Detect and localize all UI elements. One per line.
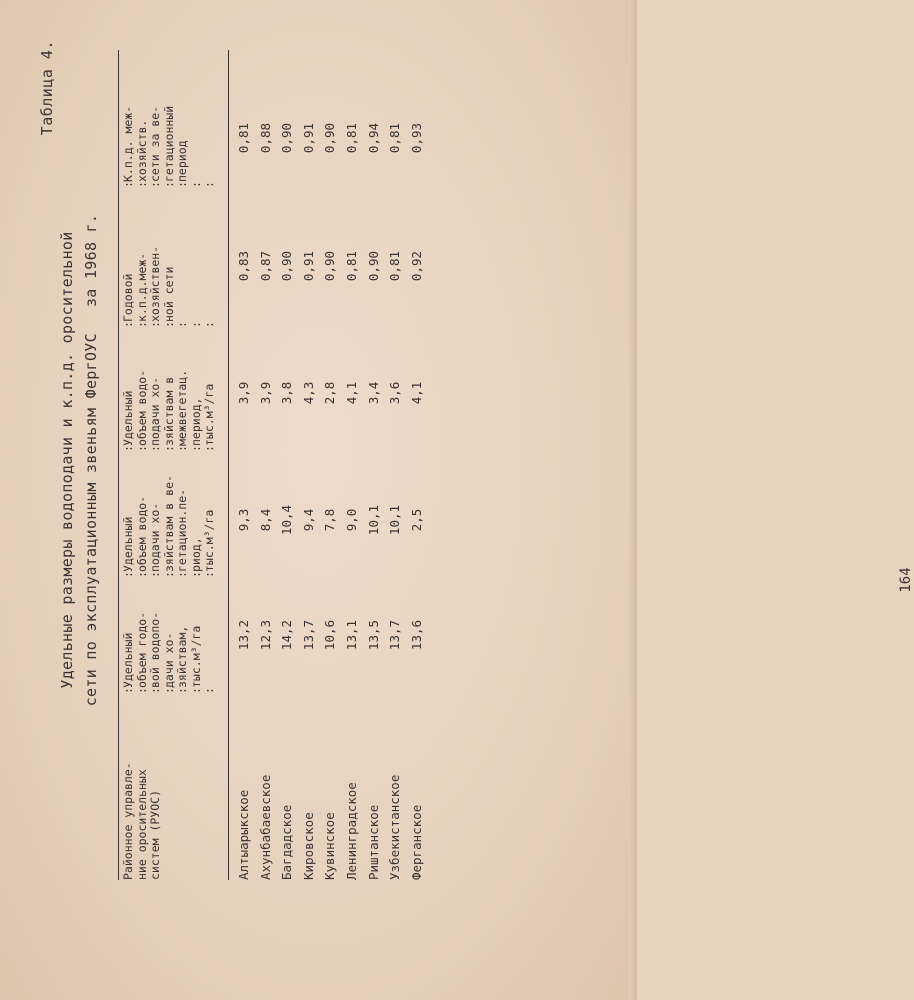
region-name: Ленинградское	[343, 782, 359, 880]
region-name: Кувинское	[322, 812, 338, 880]
value-cell-v1: 13,1	[343, 619, 359, 651]
value-cell-v3: 2,8	[322, 381, 338, 405]
value-cell-v5: 0,90	[279, 122, 295, 154]
value-cell-v2: 10,1	[387, 504, 403, 536]
value-cell-v4: 0,90	[279, 250, 295, 282]
table-label: Таблица 4.	[38, 40, 56, 136]
value-cell-v2: 10,1	[365, 504, 381, 536]
value-cell-v3: 3,6	[387, 381, 403, 405]
value-cell-v3: 3,9	[236, 381, 251, 405]
value-cell-v5: 0,81	[387, 122, 403, 154]
value-cell-v4: 0,90	[322, 250, 338, 282]
header-region: Районное управле- ние оросительных систем (РУОС)	[121, 762, 162, 880]
table-row	[256, 50, 278, 880]
value-cell-v1: 13,7	[300, 619, 316, 651]
value-cell-v2: 9,3	[236, 508, 251, 532]
value-cell-v1: 13,7	[387, 619, 403, 651]
value-cell-v3: 4,3	[300, 381, 316, 405]
table-row	[342, 50, 364, 880]
region-name: Риштанское	[365, 804, 381, 880]
value-cell-v1: 12,3	[257, 619, 273, 651]
value-cell-v5: 0,94	[365, 122, 381, 154]
header-separator: : : : : : : :	[121, 445, 216, 452]
value-cell-v3: 3,9	[257, 381, 273, 405]
value-cell-v3: 3,4	[365, 381, 381, 405]
header-separator: : : : : : : :	[121, 181, 216, 188]
table-header-rule	[228, 50, 229, 880]
value-cell-v2: 10,4	[279, 504, 295, 536]
table-title-year: за 1968 г.	[82, 213, 100, 308]
value-cell-v4: 0,92	[408, 250, 424, 282]
value-cell-v2: 9,4	[300, 508, 316, 532]
value-cell-v2: 9,0	[343, 508, 359, 532]
region-name: Ферганское	[408, 804, 424, 880]
value-cell-v5: 0,88	[257, 122, 273, 154]
value-cell-v4: 0,87	[257, 250, 273, 282]
table-title-line-1: Удельные размеры водоподачи и к.п.д. оросительной	[58, 231, 76, 689]
table-header-row	[122, 50, 226, 880]
header-annual-efficiency: Годовой к.п.д.меж- хозяйствен- ной сети	[121, 245, 176, 322]
value-cell-v5: 0,81	[343, 122, 359, 154]
region-name: Багдадское	[279, 804, 295, 880]
region-name: Кировское	[300, 812, 316, 880]
value-cell-v4: 0,90	[365, 250, 381, 282]
table-row	[320, 50, 342, 880]
table-row	[277, 50, 299, 880]
region-name: Узбекистанское	[387, 774, 403, 880]
table-row	[364, 50, 386, 880]
header-vegetation-efficiency: К.п.д. меж- хозяйств. сети за ве- гетационный период	[121, 105, 189, 182]
table-title-text: сети по эксплуатационным звеньям ФергОУС	[82, 333, 100, 707]
table-title-line-2	[82, 20, 100, 900]
rotated-table-page	[38, 20, 914, 900]
header-separator: : : : : : : :	[121, 571, 216, 578]
value-cell-v4: 0,81	[343, 250, 359, 282]
page-number: 164	[898, 567, 914, 593]
value-cell-v4: 0,81	[387, 250, 403, 282]
table-row	[234, 50, 256, 880]
header-annual-supply: Удельный объем годо- вой водопо- дачи хо- зяйствам, тыс.м³/га	[121, 611, 203, 688]
value-cell-v1: 14,2	[279, 619, 295, 651]
value-cell-v3: 4,1	[408, 381, 424, 405]
value-cell-v5: 0,81	[236, 122, 251, 154]
value-cell-v2: 8,4	[257, 508, 273, 532]
value-cell-v1: 10,6	[322, 619, 338, 651]
value-cell-v5: 0,93	[408, 122, 424, 154]
region-name: Ахунбабаевское	[257, 774, 273, 880]
value-cell-v1: 13,5	[365, 619, 381, 651]
table-row	[385, 50, 407, 880]
table-top-rule	[118, 50, 119, 880]
value-cell-v2: 7,8	[322, 508, 338, 532]
region-name: Алтыарыкское	[236, 789, 251, 880]
header-separator: : : : : : : :	[121, 687, 216, 694]
value-cell-v5: 0,90	[322, 122, 338, 154]
header-separator: : : : : : : :	[121, 321, 216, 328]
value-cell-v4: 0,91	[300, 250, 316, 282]
table-body	[234, 50, 428, 880]
value-cell-v5: 0,91	[300, 122, 316, 154]
header-nonvegetation-supply: Удельный объем водо- подачи хо- зяйствам в межвегетац. период, тыс.м³/га	[121, 369, 216, 446]
table-row	[299, 50, 321, 880]
value-cell-v2: 2,5	[408, 508, 424, 532]
value-cell-v3: 4,1	[343, 381, 359, 405]
page-edge	[629, 0, 637, 1000]
header-vegetation-supply: Удельный объем водо- подачи хо- зяйствам в ве- гетацион.пе- риод, тыс.м³/га	[121, 475, 216, 572]
table-row	[407, 50, 429, 880]
value-cell-v3: 3,8	[279, 381, 295, 405]
value-cell-v1: 13,6	[408, 619, 424, 651]
value-cell-v1: 13,2	[236, 619, 251, 651]
value-cell-v4: 0,83	[236, 250, 251, 282]
